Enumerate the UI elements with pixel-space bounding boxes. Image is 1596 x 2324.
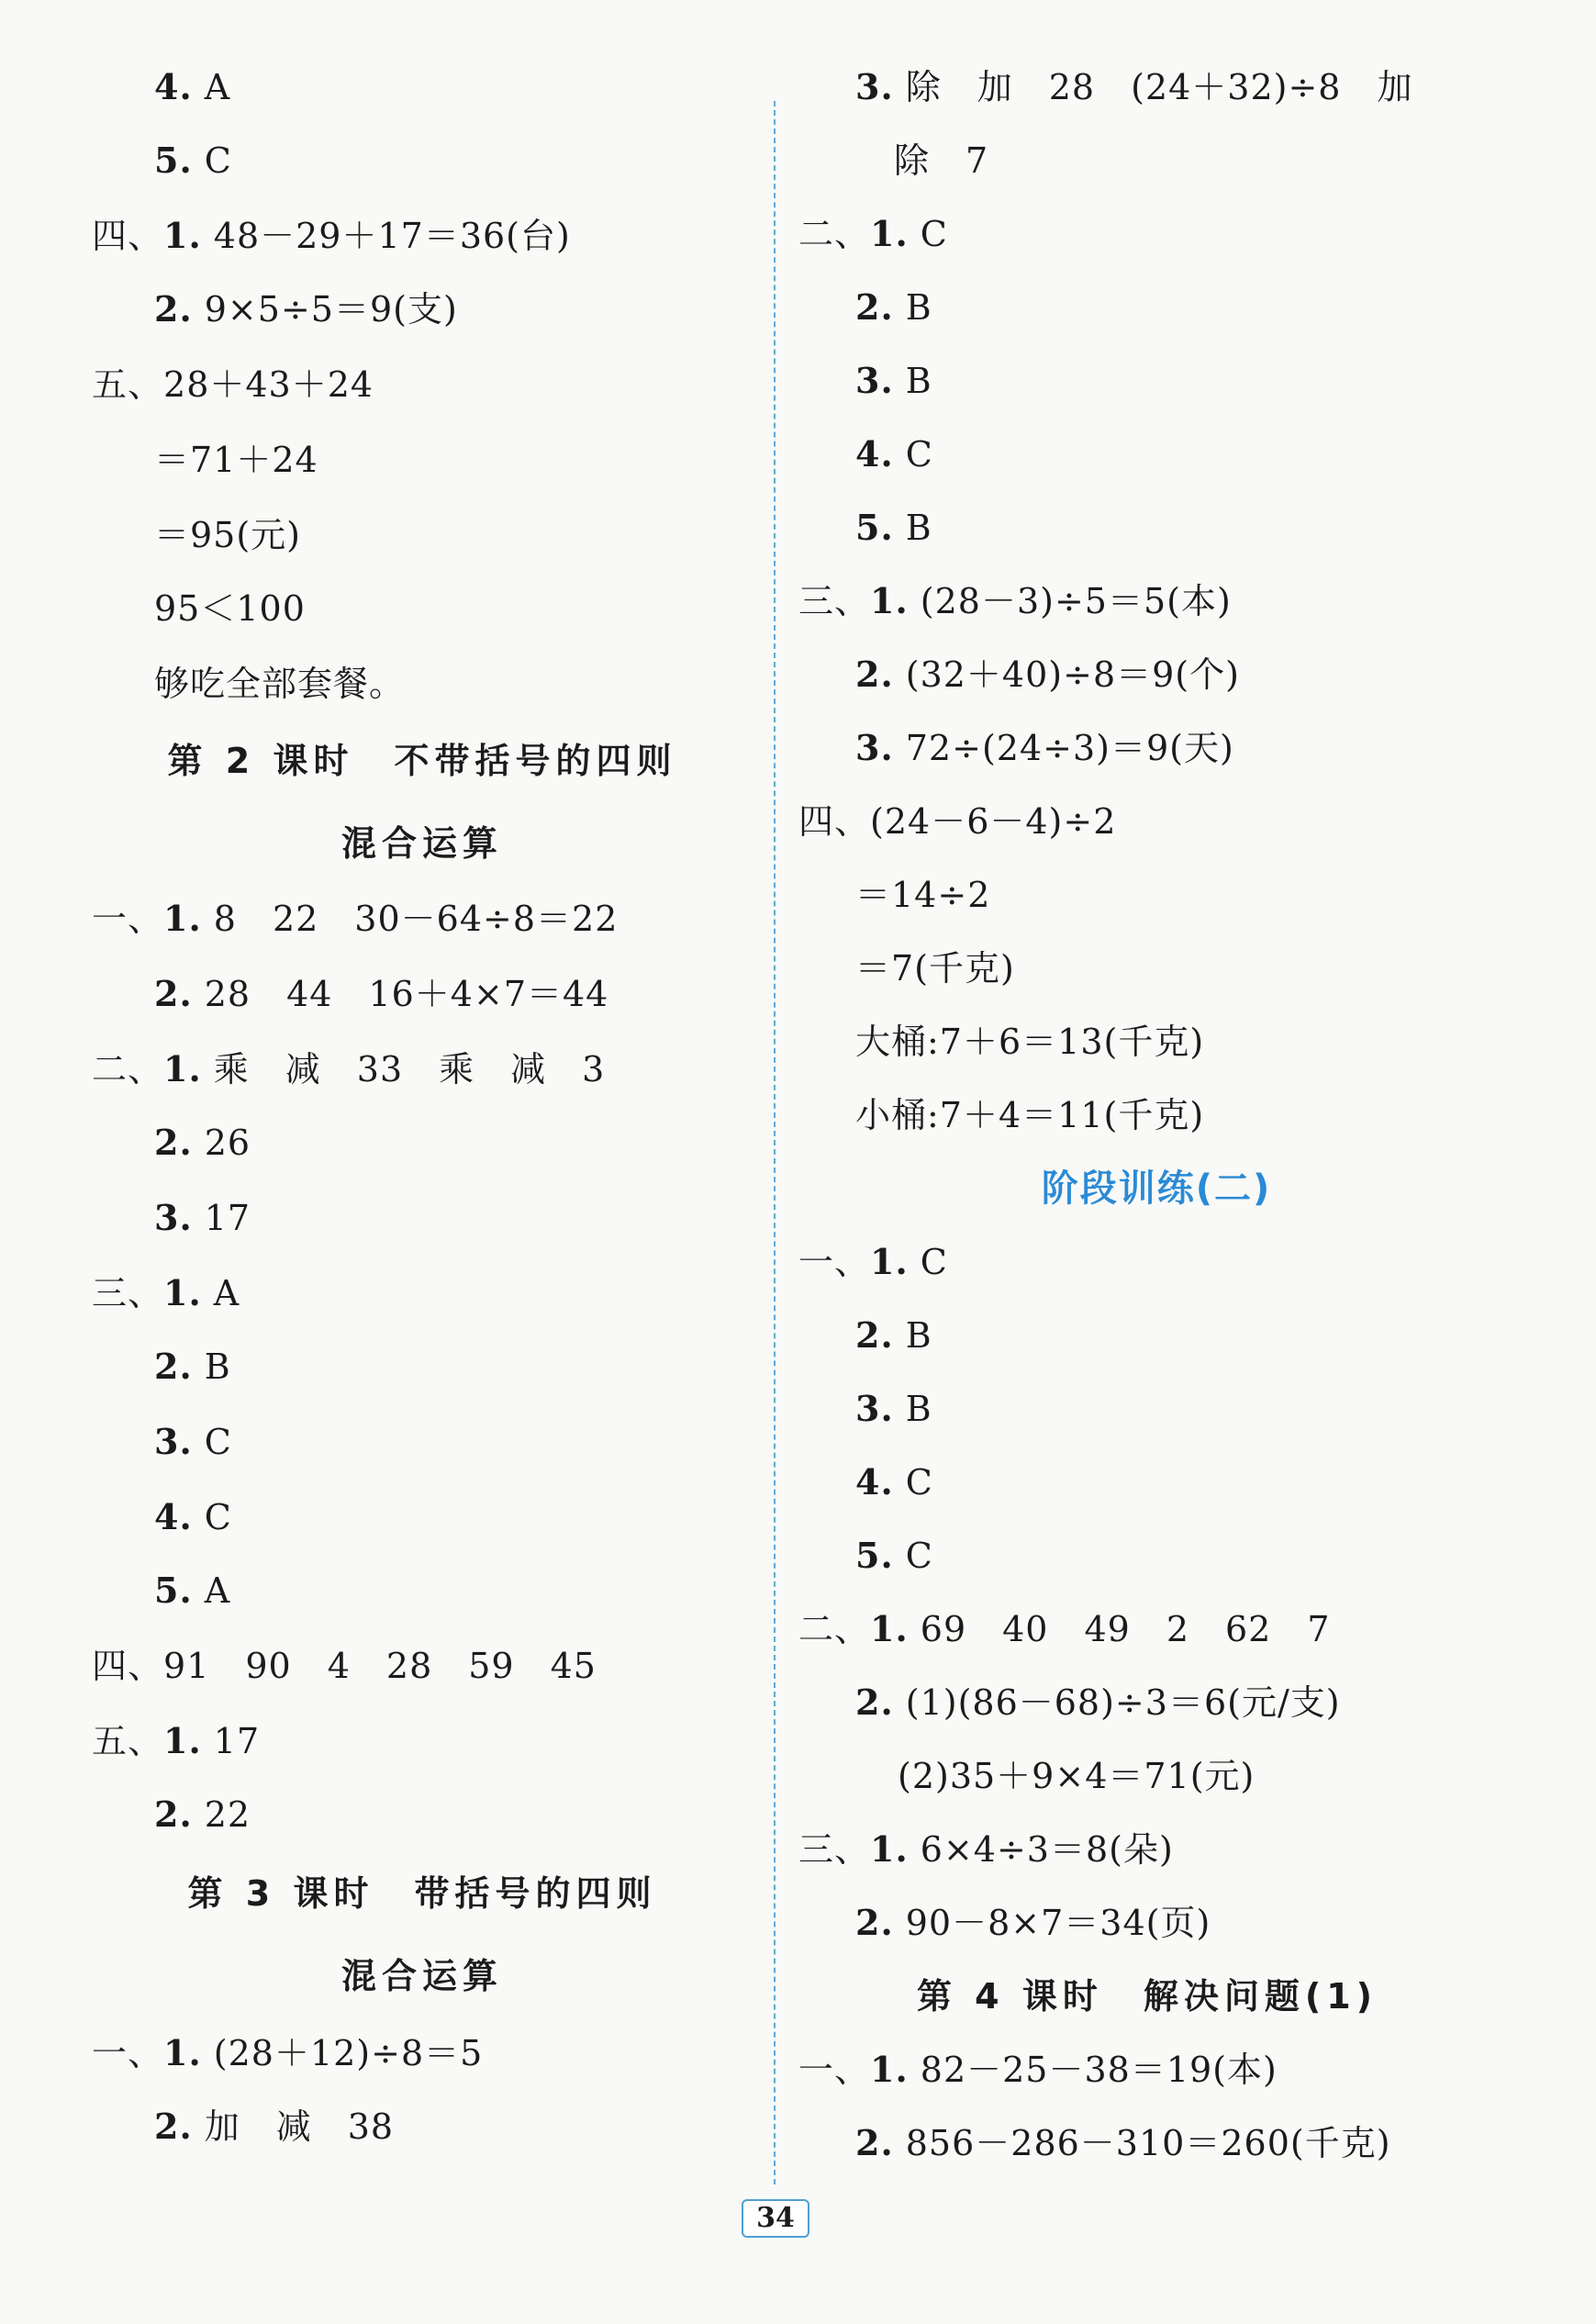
answer-line (154, 1792, 251, 1838)
answer-line (154, 286, 458, 332)
question-number: 4. (154, 1496, 193, 1537)
answer-text: 6×4÷3＝8(朵) (908, 1829, 1174, 1870)
question-number: 5. (154, 140, 193, 181)
question-number: 3. (154, 1197, 193, 1238)
section-number: 三、 (92, 1273, 164, 1313)
answer-text: A (192, 1570, 231, 1611)
answer-text: 加 减 38 (192, 2106, 395, 2147)
answer-line (92, 1643, 597, 1689)
section-number: 一、 (798, 2050, 871, 2090)
question-number: 1. (163, 1720, 202, 1761)
answer-line (92, 896, 618, 942)
answer-line (855, 505, 932, 551)
answer-line (154, 138, 232, 184)
answer-text: B (893, 361, 932, 401)
left-column (0, 0, 698, 2184)
answer-text: C (908, 1242, 948, 1282)
answer-text: 26 (192, 1123, 251, 1163)
answer-text: 除 加 28 (24＋32)÷8 加 (893, 67, 1413, 107)
section-number: 一、 (92, 2033, 164, 2073)
answer-line (154, 1344, 231, 1390)
answer-text: ＝95(元) (154, 515, 302, 555)
answer-line (154, 64, 230, 110)
answer-text: B (893, 1315, 932, 1356)
answer-text: 856－286－310＝260(千克) (893, 2123, 1391, 2163)
answer-line (92, 1718, 260, 1764)
section-number: 一、 (798, 1242, 871, 1282)
question-number: 2. (154, 1793, 193, 1835)
answer-text: 90－8×7＝34(页) (893, 1903, 1211, 1943)
question-number: 4. (855, 1461, 894, 1503)
answer-text: 48－29＋17＝36(台) (201, 216, 571, 256)
question-number: 1. (163, 2032, 202, 2073)
section-number: 一、 (92, 899, 164, 939)
answer-text: ＝14÷2 (855, 875, 991, 915)
question-number: 5. (855, 507, 894, 548)
question-number: 2. (154, 1122, 193, 1163)
answer-text: (2)35＋9×4＝71(元) (898, 1756, 1256, 1796)
question-number: 4. (855, 433, 894, 475)
answer-text: 9×5÷5＝9(支) (192, 289, 458, 330)
answer-text: 69 40 49 2 62 7 (908, 1609, 1331, 1649)
answer-text: (32＋40)÷8＝9(个) (893, 654, 1240, 695)
answer-line (855, 1386, 932, 1432)
answer-text: 91 90 4 28 59 45 (163, 1646, 597, 1686)
section-number: 五、 (92, 364, 164, 405)
section-number: 二、 (798, 214, 871, 254)
answer-line (92, 2030, 483, 2076)
answer-text: B (893, 508, 932, 548)
question-number: 3. (855, 1388, 894, 1429)
answer-line (798, 1239, 948, 1285)
question-number: 2. (855, 286, 894, 328)
answer-line (154, 661, 405, 707)
answer-line (855, 872, 990, 918)
question-number: 5. (154, 1570, 193, 1611)
question-number: 3. (855, 727, 894, 768)
question-number: 4. (154, 66, 193, 107)
question-number: 2. (855, 1902, 894, 1943)
answer-text: B (192, 1346, 231, 1387)
section-number: 三、 (798, 1829, 871, 1870)
question-number: 2. (855, 1682, 894, 1723)
question-number: 2. (855, 1314, 894, 1356)
question-number: 1. (870, 1828, 909, 1870)
answer-line (154, 2104, 394, 2150)
section-number: 二、 (798, 1609, 871, 1649)
section-heading: 第 2 课时 不带括号的四则 (167, 741, 677, 781)
answer-text: C (192, 140, 232, 181)
answer-text: 大桶:7＋6＝13(千克) (855, 1022, 1205, 1062)
answer-line (855, 64, 1412, 110)
answer-line (154, 1419, 232, 1465)
question-number: 1. (163, 215, 202, 256)
answer-text: C (192, 1497, 232, 1537)
question-number: 2. (154, 1346, 193, 1387)
answer-text: 72÷(24÷3)＝9(天) (893, 728, 1234, 768)
section-number: 四、 (92, 1646, 164, 1686)
question-number: 1. (163, 898, 202, 939)
answer-line (855, 725, 1234, 771)
answer-line (855, 1459, 933, 1505)
answer-line (855, 2120, 1391, 2166)
answer-text: 28＋43＋24 (163, 364, 374, 405)
answer-line (154, 1195, 251, 1241)
stage-training-heading: 阶段训练(二) (1041, 1168, 1272, 1210)
answer-line (855, 1313, 932, 1358)
answer-line (154, 586, 306, 631)
answer-line (798, 799, 1116, 844)
answer-line (154, 512, 301, 558)
question-number: 2. (154, 973, 193, 1014)
answer-text: B (893, 1389, 932, 1429)
answer-text: (28－3)÷5＝5(本) (908, 581, 1232, 621)
answer-line (154, 437, 318, 483)
answer-text: C (893, 1536, 933, 1576)
right-column (798, 0, 1496, 2184)
column-divider (774, 101, 776, 2184)
answer-line (798, 2047, 1278, 2093)
question-number: 1. (163, 1048, 202, 1089)
question-number: 3. (154, 1421, 193, 1462)
answer-line (855, 358, 932, 404)
answer-line (798, 578, 1232, 624)
answer-line (855, 431, 933, 477)
answer-text: (24－6－4)÷2 (870, 801, 1117, 842)
answer-line (855, 1092, 1204, 1138)
answer-text: 28 44 16＋4×7＝44 (192, 974, 609, 1014)
answer-line (798, 1606, 1331, 1652)
answer-text: A (201, 1273, 240, 1313)
section-number: 四、 (798, 801, 871, 842)
section-number: 二、 (92, 1049, 164, 1089)
answer-text: 95＜100 (154, 588, 306, 629)
answer-line (855, 652, 1240, 698)
section-heading: 混合运算 (340, 823, 503, 864)
answer-line (154, 971, 608, 1017)
answer-text: 够吃全部套餐。 (154, 664, 406, 704)
answer-text: 82－25－38＝19(本) (908, 2050, 1278, 2090)
question-number: 3. (855, 66, 894, 107)
question-number: 2. (154, 2106, 193, 2147)
question-number: 2. (855, 2122, 894, 2163)
answer-line (798, 1827, 1174, 1872)
answer-text: C (893, 434, 933, 475)
answer-line (92, 213, 571, 259)
answer-text: 17 (201, 1721, 261, 1761)
section-heading: 第 3 课时 带括号的四则 (187, 1873, 657, 1914)
section-heading: 混合运算 (340, 1956, 503, 1996)
answer-line (898, 1753, 1255, 1799)
answer-text: C (192, 1422, 232, 1462)
answer-text: C (893, 1462, 933, 1503)
question-number: 1. (163, 1272, 202, 1313)
answer-text: 小桶:7＋4＝11(千克) (855, 1095, 1205, 1135)
answer-line (855, 285, 932, 330)
section-heading: 第 4 课时 解决问题(1) (916, 1976, 1378, 2017)
question-number: 1. (870, 1241, 909, 1282)
answer-line (855, 1533, 933, 1579)
section-number: 四、 (92, 216, 164, 256)
page-number: 34 (742, 2199, 809, 2238)
question-number: 5. (855, 1535, 894, 1576)
answer-line (154, 1120, 251, 1166)
section-number: 三、 (798, 581, 871, 621)
answer-line (894, 138, 988, 184)
question-number: 2. (154, 288, 193, 330)
answer-text: 17 (192, 1198, 251, 1238)
question-number: 1. (870, 2049, 909, 2090)
answer-line (154, 1568, 230, 1614)
answer-text: 22 (192, 1794, 251, 1835)
answer-text: ＝7(千克) (855, 948, 1015, 989)
answer-line (798, 211, 948, 257)
question-number: 1. (870, 580, 909, 621)
question-number: 1. (870, 1608, 909, 1649)
question-number: 3. (855, 360, 894, 401)
answer-text: 乘 减 33 乘 减 3 (201, 1049, 606, 1089)
answer-text: (1)(86－68)÷3＝6(元/支) (893, 1682, 1341, 1723)
answer-text: A (192, 67, 231, 107)
answer-text: ＝71＋24 (154, 440, 318, 480)
answer-text: (28＋12)÷8＝5 (201, 2033, 484, 2073)
answer-line (92, 362, 374, 408)
answer-line (92, 1046, 605, 1092)
answer-line (855, 1680, 1341, 1726)
question-number: 1. (870, 213, 909, 254)
answer-text: 8 22 30－64÷8＝22 (201, 899, 619, 939)
answer-line (154, 1494, 232, 1540)
answer-text: C (908, 214, 948, 254)
answer-line (855, 945, 1015, 991)
answer-line (92, 1270, 240, 1316)
answer-line (855, 1019, 1204, 1065)
section-number: 五、 (92, 1721, 164, 1761)
answer-text: 除 7 (894, 140, 989, 181)
answer-text: B (893, 287, 932, 328)
question-number: 2. (855, 654, 894, 695)
answer-line (855, 1900, 1211, 1946)
